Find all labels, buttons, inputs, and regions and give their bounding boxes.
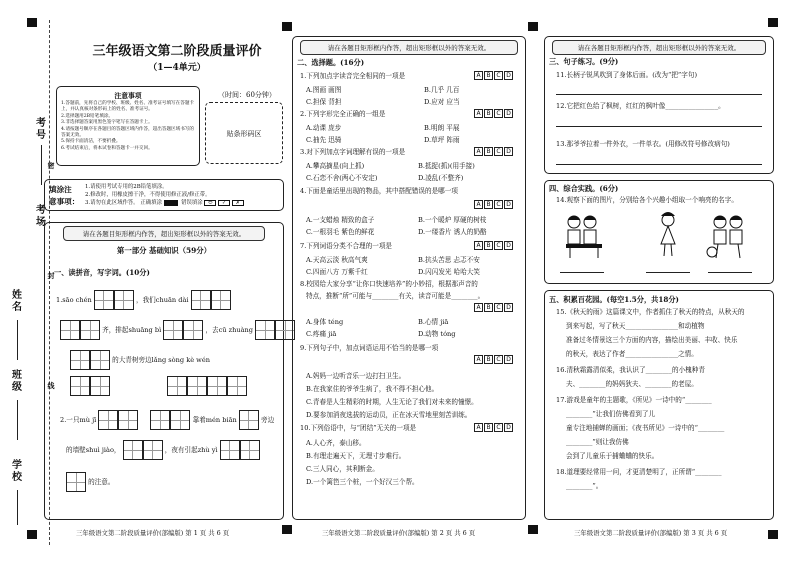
- pinyin-row: [70, 350, 210, 370]
- children-playing-illustration: [706, 212, 750, 260]
- answer-line[interactable]: [560, 272, 604, 273]
- option: C.四面八方 万紫千红: [306, 268, 368, 276]
- option: C.一根羽毛 紫色的鲜花: [306, 228, 375, 236]
- question: 12.它把红色给了枫树，红红的枫叶像________________。: [556, 102, 725, 110]
- option: A.妈妈一边听音乐一边打扫卫生。: [306, 372, 406, 380]
- pinyin-text: ，夜有引起zhù yì: [164, 446, 218, 454]
- char-box[interactable]: [114, 290, 134, 310]
- char-box[interactable]: [94, 290, 114, 310]
- registration-mark: [282, 525, 292, 534]
- question: 特点，推断“所”可能与________有关，读音可能是________。: [306, 292, 485, 300]
- fill-rule: 2.修改时，用橡皮擦干净，不得使用修正液/修正带。: [85, 192, 211, 198]
- registration-mark: [282, 22, 292, 31]
- pinyin-row: [60, 410, 274, 430]
- fill-label: 填涂注 意事项：: [49, 185, 80, 206]
- page-footer: 三年级语文第二阶段质量评价(部编版) 第 1 页 共 6 页: [76, 529, 230, 537]
- answer-bubbles[interactable]: A B C D: [474, 423, 513, 432]
- char-box[interactable]: [60, 320, 80, 340]
- registration-mark: [768, 18, 778, 27]
- question: 2.下列字形完全正确的一组是: [300, 110, 386, 118]
- answer-line[interactable]: [556, 94, 762, 95]
- girl-dancing-illustration: [656, 210, 680, 260]
- option: D.草坪 阵雨: [424, 136, 460, 144]
- page-subtitle: （1—4单元）: [148, 63, 206, 73]
- char-box[interactable]: [183, 320, 203, 340]
- option: A.人心齐，泰山移。: [306, 439, 366, 447]
- char-box[interactable]: [227, 376, 247, 396]
- question: 14.观察下面的图片，分别给各个兴趣小组取一个响亮的名字。: [556, 196, 738, 204]
- option: D.一缕香片 诱人的奶酪: [418, 228, 487, 236]
- option: B.心情 jiā: [418, 318, 449, 326]
- answer-bubbles[interactable]: A B C D: [474, 355, 513, 364]
- char-box[interactable]: [187, 376, 207, 396]
- page-footer: 三年级语文第二阶段质量评价(部编版) 第 2 页 共 6 页: [322, 529, 476, 537]
- barcode-area: [205, 102, 283, 164]
- option: D.动物 tóng: [418, 330, 456, 338]
- option: C.担保 背担: [306, 98, 342, 106]
- option: B.一个暖炉 厚硬的树枝: [418, 216, 487, 224]
- exam-time: （时间：60分钟）: [218, 91, 276, 99]
- answer-line[interactable]: [556, 164, 762, 165]
- question: ________”则让我仿佛: [566, 438, 629, 446]
- question: 18.道理要经常用一问，才更清楚明了，正所谓“________: [556, 468, 722, 476]
- notice-item: 4.请按题号顺序在各题目的答题区域内作答，超出答题区域书写的答案无效。: [61, 126, 195, 139]
- question: 准备过冬情景这三个方面的内容，描绘出美丽、丰收、快乐: [566, 336, 738, 344]
- option: D.闪闪发光 哈哈大笑: [418, 268, 480, 276]
- char-box[interactable]: [207, 376, 227, 396]
- char-box[interactable]: [240, 440, 260, 460]
- pinyin-row: [70, 376, 247, 396]
- char-box[interactable]: [70, 350, 90, 370]
- char-box[interactable]: [98, 410, 118, 430]
- registration-mark: [528, 525, 538, 534]
- question: 16.清秋霜露清似柔，我认识了________的小槐种青: [556, 366, 705, 374]
- char-box[interactable]: [255, 320, 275, 340]
- barcode-label: 贴条形码区: [226, 130, 262, 138]
- pinyin-row: [66, 440, 260, 460]
- answer-line[interactable]: [646, 272, 690, 273]
- fill-rule: 3.请勿在此区域作答。 正确填涂 错误填涂 ⬭ ✓ ✗: [85, 199, 244, 207]
- answer-bubbles[interactable]: A B C D: [474, 71, 513, 80]
- question: 7.下列词语分类不合理的一项是: [300, 242, 393, 250]
- char-box[interactable]: [163, 320, 183, 340]
- char-box[interactable]: [239, 410, 259, 430]
- room-label: 考场: [36, 205, 46, 228]
- option: B.在我家住的爷爷生病了，我不得不担心他。: [306, 385, 439, 393]
- option: B.明朗 平展: [424, 124, 460, 132]
- option: A.动课 庞步: [306, 124, 342, 132]
- section-3-title: 三、句子练习。(9分): [549, 57, 619, 66]
- question: 13.那爷爷拉着一件外衣，一件单衣。(用修改符号修改病句): [556, 140, 730, 148]
- notice-heading: 注意事项: [114, 92, 142, 100]
- question: 3.对下列加点字词理解有误的一项是: [300, 148, 406, 156]
- notice-item: 5.保持卡面清洁，不要折叠。: [61, 139, 121, 145]
- option: C.抽先 迅骑: [306, 136, 342, 144]
- pinyin-row: [60, 320, 295, 340]
- page-title: 三年级语文第二阶段质量评价: [92, 44, 262, 59]
- answer-line[interactable]: [556, 126, 762, 127]
- question: 11.长柄子锐风吹到了身体后面。(改为“把”字句): [556, 71, 698, 79]
- question: 17.游戏是童年的主题歌，《所见》一诗中的“________: [556, 396, 712, 404]
- option: A.身体 téng: [306, 318, 344, 326]
- option: B.抗头苦思 忐忑不安: [418, 256, 480, 264]
- answer-bubbles[interactable]: A B C D: [474, 200, 513, 209]
- page-footer: 三年级语文第二阶段质量评价(部编版) 第 3 页 共 6 页: [574, 529, 728, 537]
- option: C.青春是人生精彩的时期，人生无论了我们对未来的憧憬。: [306, 398, 478, 406]
- question: 夫、________的妈妈狄夫、________的老屋。: [566, 380, 698, 388]
- char-box[interactable]: [143, 440, 163, 460]
- section-5-title: 五、积累百花园。(每空1.5分，共18分): [549, 295, 679, 304]
- question: ________”。: [566, 482, 603, 490]
- question: 1.下列加点字读音完全相同的一项是: [300, 72, 406, 80]
- answer-line[interactable]: [708, 272, 752, 273]
- question: 10.下列俗语中，与“团结”无关的一项是: [300, 424, 417, 432]
- option: A.天高云淡 秋高气爽: [306, 256, 368, 264]
- char-box[interactable]: [150, 410, 170, 430]
- option: D.要参加消夜选拔的运动员，正在冰天雪地里刻苦训练。: [306, 411, 472, 419]
- option: C.三人同心，其利断金。: [306, 465, 379, 473]
- char-box[interactable]: [118, 410, 138, 430]
- pinyin-text: 1.sāo chén: [56, 296, 92, 304]
- seal-char: 线: [47, 381, 55, 390]
- seal-char: 密: [47, 161, 55, 170]
- option: C.疼痛 jiā: [306, 330, 337, 338]
- notice-item: 1.答题前，先将自己的学校、班级、姓名、准考证号填写在答题卡上，并认真核对条形码上的姓名、准考证号。: [61, 101, 195, 113]
- class-label: 班级: [12, 370, 22, 393]
- option: B.抵捉(抓)(用手接): [418, 162, 475, 170]
- char-box[interactable]: [220, 440, 240, 460]
- children-reading-illustration: [562, 210, 608, 260]
- option: C.石恋不舍(两心不安定): [306, 174, 378, 182]
- part2-title: 二、选择题。(16分): [297, 58, 365, 67]
- pinyin-text: ，我们chuān dài: [135, 296, 189, 304]
- question: 的秋天，表达了作者________________之情。: [566, 350, 698, 358]
- exam-no-label: 考号: [36, 118, 46, 141]
- question: 8.校园给大家分享“让你口快速培养”的小妙招，根据那声音的: [300, 280, 478, 288]
- option: A.图画 画图: [306, 86, 342, 94]
- char-box[interactable]: [70, 376, 90, 396]
- registration-mark: [528, 22, 538, 31]
- char-box[interactable]: [66, 472, 86, 492]
- char-box[interactable]: [90, 350, 110, 370]
- pinyin-text: 的墙壁shuì jiào，: [66, 446, 121, 454]
- char-box[interactable]: [123, 440, 143, 460]
- char-box[interactable]: [211, 290, 231, 310]
- pinyin-text: 的大青树旁边lǎng sòng kè wén: [112, 356, 210, 364]
- option: D.应对 应当: [424, 98, 460, 106]
- answer-note: 请在各题目矩形框内作答，超出矩形框以外的答案无效。: [63, 226, 265, 241]
- char-box[interactable]: [191, 290, 211, 310]
- option: B.有理走遍天下，无理寸步难行。: [306, 452, 406, 460]
- answer-bubbles[interactable]: A B C D: [474, 109, 513, 118]
- answer-note: 请在各题目矩形框内作答，超出矩形框以外的答案无效。: [552, 40, 766, 55]
- question: 9.下列句子中，加点词语运用不恰当的是哪一项: [300, 344, 439, 352]
- pinyin-row: [66, 472, 114, 492]
- pinyin-text: 2.一只mù jī: [60, 416, 97, 424]
- question: ________”让我们仿佛看到了儿: [566, 410, 656, 418]
- pinyin-text: 旁边: [260, 416, 275, 424]
- q1-title: 一、读拼音，写字词。(10分): [54, 268, 150, 277]
- answer-bubbles[interactable]: A B C D: [474, 241, 513, 250]
- pinyin-text: ，去cū zhuàng: [205, 326, 253, 334]
- section-4-title: 四、综合实践。(6分): [549, 184, 619, 193]
- option: D.凌乱(不整齐): [418, 174, 464, 182]
- question: 童专注地捕蝉的画面；《夜书所见》一诗中的“________: [566, 424, 725, 432]
- option: A.攀高摘星(向上抓): [306, 162, 365, 170]
- option: A.一支蜡烛 精致的盒子: [306, 216, 375, 224]
- notice-box: [56, 86, 200, 166]
- school-label: 学校: [12, 460, 22, 483]
- registration-mark: [768, 530, 778, 539]
- option: B.几乎 几百: [424, 86, 460, 94]
- answer-bubbles[interactable]: A B C D: [474, 303, 513, 312]
- question: 15.《秋天的雨》这篇课文中，作者抓住了秋天的特点，从秋天的: [556, 308, 745, 316]
- seal-char: 封: [47, 271, 55, 280]
- char-box[interactable]: [167, 376, 187, 396]
- fill-instructions: [44, 179, 284, 211]
- name-label: 姓名: [12, 290, 22, 313]
- option: D.一个篱笆三个桩，一个好汉三个帮。: [306, 478, 419, 486]
- notice-item: 3.非选择题答案用黑色签字笔写在答题卡上。: [61, 120, 153, 126]
- notice-item: 2.选择题用2B铅笔填涂。: [61, 113, 114, 119]
- answer-bubbles[interactable]: A B C D: [474, 147, 513, 156]
- pinyin-text: 靠着mén biān: [192, 416, 237, 424]
- pinyin-text: 齐，排起shuāng bì: [102, 326, 162, 334]
- part1-title: 第一部分 基础知识（59分）: [116, 246, 212, 255]
- pinyin-text: 的注意。: [88, 478, 115, 486]
- char-box[interactable]: [80, 320, 100, 340]
- notice-item: 6.考试结束后，将本试卷和答题卡一并交回。: [61, 145, 153, 151]
- question: 4.下面是童话里出现的物品，其中搭配错误的是哪一项: [300, 187, 458, 195]
- char-box[interactable]: [170, 410, 190, 430]
- question: 会到了儿童乐于捕蛐蛐的快乐。: [566, 452, 659, 460]
- pinyin-row: [56, 290, 231, 310]
- fill-rule: 1.请使用考试专用的2B铅笔填涂。: [85, 184, 168, 190]
- char-box[interactable]: [90, 376, 110, 396]
- answer-note: 请在各题目矩形框内作答，超出矩形框以外的答案无效。: [300, 40, 518, 55]
- question: 到来写起，写了秋天________________和动植物: [566, 322, 705, 330]
